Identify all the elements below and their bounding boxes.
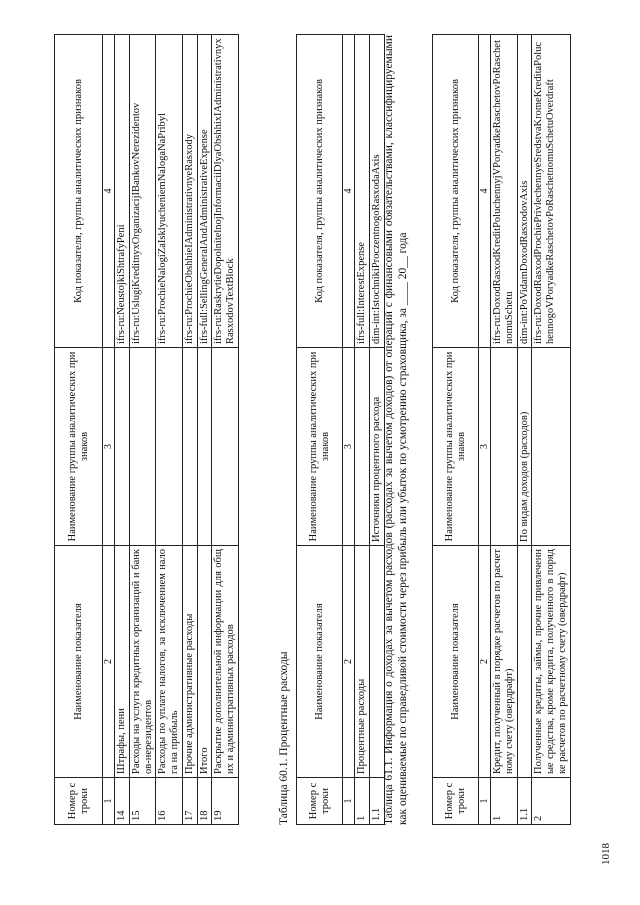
page-number: 1018: [600, 843, 612, 865]
row-code: dim-int:IstochnikiProczentnogoRasxodaAxis: [369, 35, 384, 348]
table-row: [355, 35, 370, 825]
row-number: 1.1: [517, 778, 532, 825]
row-name: Штрафы, пени: [115, 546, 130, 778]
column-number: 3: [103, 348, 115, 546]
table-row: [182, 35, 197, 825]
row-code: ifrs-ru:DoxodRasxodProchiePrivlechennyeSredstvaKromeKreditaPoluchennogoVPoryadkeRaschetovPoRaschetnomuSchetuOverdraft: [532, 35, 570, 348]
row-name: Полученные кредиты, займы, прочие привлеченные средства, кроме кредита, полученного в порядке расчетов по расчетному счету (овердрафт): [532, 546, 570, 778]
header-name: Наименование показателя: [433, 546, 479, 778]
row-code: ifrs-ru:ProchieObshhieIAdministrativnyeRasxody: [182, 35, 197, 348]
row-group: По видам доходов (расходов): [517, 348, 532, 546]
row-name: Расходы на услуги кредитных организаций и банков-нерезидентов: [129, 546, 156, 778]
row-code: ifrs-ru:RaskrytieDopolnitelnojInformaciiDlyaObshhixIAdministrativnyxRasxodovTextBlock: [212, 35, 239, 348]
row-group: [115, 348, 130, 546]
column-number: 3: [343, 348, 355, 546]
header-row-no: Номер строки: [433, 778, 479, 825]
column-number: 2: [343, 546, 355, 778]
table-61-1-caption: Таблица 61.1. Информация о доходах за вычетом расходов (расходах за вычетом доходов) от операций с финансовыми обязательствами, классифицируемыми как оцениваемые по справедливой стоимости через прибыль или убыток по усмотрению страховщика, за ____ 20__ года: [383, 35, 410, 825]
row-group: [156, 348, 183, 546]
header-code: Код показателя, группы аналитических признаков: [55, 35, 103, 348]
row-number: 18: [197, 778, 212, 825]
table-row: [517, 35, 532, 825]
row-code: ifrs-ru:ProchieNalogiZaIsklyucheniemNalogaNaPribyl: [156, 35, 183, 348]
column-number: 1: [103, 778, 115, 825]
table-60-1-caption: Таблица 60.1. Процентные расходы: [278, 651, 290, 825]
header-row-no: Номер строки: [297, 778, 343, 825]
row-group: [129, 348, 156, 546]
column-number: 3: [479, 348, 491, 546]
table-row: [129, 35, 156, 825]
row-name: Итого: [197, 546, 212, 778]
row-group: [532, 348, 570, 546]
row-group: Источники процентного расхода: [369, 348, 384, 546]
row-name: Расходы по уплате налогов, за исключением налога на прибыль: [156, 546, 183, 778]
column-number: 4: [479, 35, 491, 348]
header-row-no: Номер строки: [55, 778, 103, 825]
row-number: 2: [532, 778, 570, 825]
header-group-name: Наименование группы аналитических признаков: [433, 348, 479, 546]
header-name: Наименование показателя: [297, 546, 343, 778]
column-number: 4: [103, 35, 115, 348]
row-number: 17: [182, 778, 197, 825]
header-group-name: Наименование группы аналитических признаков: [297, 348, 343, 546]
table-row: [212, 35, 239, 825]
header-group-name: Наименование группы аналитических признаков: [55, 348, 103, 546]
table-row: [491, 35, 518, 825]
row-group: [197, 348, 212, 546]
row-name: Раскрытие дополнительной информации для общих и административных расходов: [212, 546, 239, 778]
row-number: 1: [355, 778, 370, 825]
column-number: 2: [103, 546, 115, 778]
row-name: Прочие административные расходы: [182, 546, 197, 778]
row-code: ifrs-ru:UslugiKreditnyxOrganizacijIBankovNerezidentov: [129, 35, 156, 348]
row-group: [355, 348, 370, 546]
header-name: Наименование показателя: [55, 546, 103, 778]
table-60-continued: [54, 34, 239, 825]
row-group: [212, 348, 239, 546]
table-61-1: [432, 34, 571, 825]
column-number: 1: [343, 778, 355, 825]
header-code: Код показателя, группы аналитических признаков: [297, 35, 343, 348]
row-number: 1: [491, 778, 518, 825]
column-number: 1: [479, 778, 491, 825]
row-code: ifrs-full:SellingGeneralAndAdministrativeExpense: [197, 35, 212, 348]
column-number: 4: [343, 35, 355, 348]
table-60-1: [296, 34, 385, 825]
row-group: [491, 348, 518, 546]
row-code: dim-int:PoVidamDoxodRasxodovAxis: [517, 35, 532, 348]
header-code: Код показателя, группы аналитических признаков: [433, 35, 479, 348]
row-number: 15: [129, 778, 156, 825]
row-name: Процентные расходы: [355, 546, 370, 778]
row-number: 14: [115, 778, 130, 825]
row-code: ifrs-full:InterestExpense: [355, 35, 370, 348]
row-name: Кредит, полученный в порядке расчетов по расчетному счету (овердрафт): [491, 546, 518, 778]
column-number: 2: [479, 546, 491, 778]
row-number: 1.1: [369, 778, 384, 825]
table-row: [532, 35, 570, 825]
table-row: [197, 35, 212, 825]
table-row: [115, 35, 130, 825]
row-name: [517, 546, 532, 778]
row-number: 16: [156, 778, 183, 825]
row-code: ifrs-ru:DoxodRasxodKreditPoluchennyjVPoryadkeRaschetovPoRaschetnomuSchetu: [491, 35, 518, 348]
table-row: [156, 35, 183, 825]
row-code: ifrs-ru:NeustojkiShtrafyPeni: [115, 35, 130, 348]
row-group: [182, 348, 197, 546]
row-number: 19: [212, 778, 239, 825]
